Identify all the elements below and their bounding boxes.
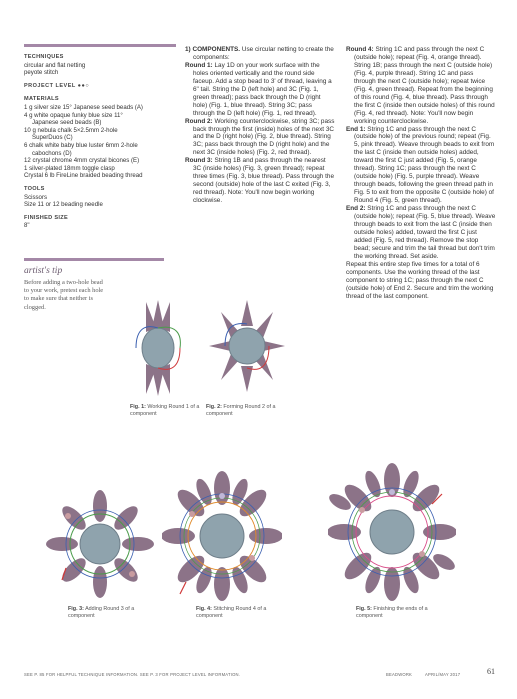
fig3-illustration	[44, 488, 156, 600]
material-item: 1 silver-plated 18mm toggle clasp	[24, 164, 115, 172]
tip-title: artist's tip	[24, 266, 63, 276]
paragraph-text: String 1C and pass through the next C (outside hole) of the previous round; repeat (Fig. 5, pink thread). Weave through beads to exit from the last C (inside then outside holes) added, toward the first C just added (Fig. 5, orange thread). String 1C; pass through the next C (outside hole) (Fig. 5, purple thread). Weave through beads, following the green thread path in Fig. 5 to exit from the opposite C (outside hole) of Round 4 (Fig. 5, green thread).	[354, 125, 495, 205]
paragraph-lead: End 1:	[346, 125, 366, 133]
caption-number: Fig. 5:	[356, 606, 372, 612]
beadwork-diagram	[162, 471, 282, 601]
material-item: Japanese seed beads (B)	[32, 119, 102, 127]
technique-item: peyote stitch	[24, 69, 59, 77]
tip-body: Before adding a two-hole bead to your work, pretest each hole to make sure that neither is clogged.	[24, 279, 104, 311]
artists-tip	[24, 258, 104, 312]
instructions-column-1	[185, 46, 335, 205]
paragraph-text: String 1C and pass through the next C (outside hole); repeat (Fig. 5, blue thread). Weave through beads to exit from the last C (inside then outside holes) added, toward the first C just added (Fig. 5, red thread). Remove the stop bead; secure and trim the tail thread but don't trim the working thread. Set aside.	[354, 205, 496, 260]
fig2-illustration	[205, 296, 289, 396]
caption-text: Adding Round 3 of a component	[68, 606, 135, 619]
material-item: 10 g nebula chalk 5×2.5mm 2-hole	[24, 126, 118, 134]
beadwork-diagram	[46, 490, 154, 598]
paragraph-lead: Round 4:	[346, 46, 374, 53]
paragraph-lead: 1) COMPONENTS.	[185, 46, 241, 53]
instruction-paragraph	[346, 46, 496, 126]
fig1-caption	[130, 404, 200, 417]
material-item: 1 g silver size 15° Japanese seed beads (A)	[24, 103, 143, 111]
instruction-paragraph	[185, 46, 335, 62]
paragraph-text: Repeat this entire step five times for a total of 6 components. Use the working thread of the last component to string 1C; pass through the next C (outside hole) of End 2. Secure and trim the working thread of the last component.	[346, 260, 494, 300]
instruction-paragraph	[185, 62, 335, 118]
footer-note: SEE P. 85 FOR HELPFUL TECHNIQUE INFORMATION. SEE P. 3 FOR PROJECT LEVEL INFORMATION.	[24, 672, 241, 677]
material-item: SuperDuos (C)	[32, 134, 73, 142]
project-level-heading: PROJECT LEVEL	[24, 82, 76, 89]
instruction-paragraph	[185, 157, 335, 205]
instruction-paragraph	[346, 126, 496, 206]
caption-text: Finishing the ends of a component	[356, 606, 428, 619]
caption-number: Fig. 4:	[196, 606, 212, 612]
material-item: Crystal 6 lb FireLine braided beading thread	[24, 172, 143, 180]
sidebar-rule	[24, 44, 176, 47]
paragraph-lead: End 2:	[346, 205, 366, 213]
instruction-paragraph	[185, 118, 335, 158]
fig3-caption	[68, 606, 148, 619]
tool-item: Size 11 or 12 beading needle	[24, 201, 103, 209]
beadwork-diagram	[328, 463, 456, 601]
fig1-illustration	[116, 294, 200, 402]
fig4-caption	[196, 606, 276, 619]
instructions-column-2	[346, 46, 496, 301]
project-level-dots: ●●○	[77, 82, 90, 89]
caption-number: Fig. 2:	[206, 404, 222, 410]
paragraph-text: Use circular netting to create the components:	[193, 46, 334, 61]
instruction-paragraph	[346, 205, 496, 261]
caption-text: Stitching Round 4 of a component	[196, 606, 267, 619]
instruction-paragraph	[346, 261, 496, 301]
tool-item: Scissors	[24, 193, 48, 201]
paragraph-text: String 1B and pass through the nearest 3C (inside holes) (Fig. 3, green thread); repeat three times (Fig. 3, blue thread). Pass through the second (outside) hole of the last C exited (Fig. 3, red thread). Note: You'll now begin working clockwise.	[193, 157, 335, 205]
fig5-illustration	[328, 462, 456, 602]
technique-item: circular and flat netting	[24, 61, 86, 69]
paragraph-text: Lay 1D on your work surface with the holes oriented vertically and the round side faceup. Add a stop bead to 3' of thread, leaving a 6" tail. String the D (left hole) and 3C (Fig. 1, green thread); pass back through the D (right hole) (Fig. 1, blue thread). String 3C; pass through the D (left hole) (Fig. 1, red thread).	[193, 61, 332, 117]
material-item: 6 chalk white baby blue luster 6mm 2-hole	[24, 141, 138, 149]
materials-heading: MATERIALS	[24, 96, 59, 103]
paragraph-text: Working counterclockwise, string 3C; pass back through the first (inside) holes of the next 3C and the D (right hole) (Fig. 2, blue thread). String 3C; pass back through the D (right hole) and the next 3C (inside holes) (Fig. 2, red thread).	[193, 117, 335, 157]
beadwork-diagram	[209, 300, 285, 392]
beadwork-diagram	[136, 300, 180, 396]
paragraph-text: String 1C and pass through the next C (outside hole); repeat (Fig. 4, orange thread). String 1B; pass through the next C (outside hole) (Fig. 4, purple thread). String 1C and pass through the next C (outside hole); repeat twice (Fig. 4, green thread). Repeat from the beginning of this round (Fig. 4, blue thread). Pass through the first C (inside then outside holes) of this round (Fig. 4, red thread). Note: You'll now begin working counterclockwise.	[354, 46, 495, 125]
material-item: 4 g white opaque funky blue size 11°	[24, 111, 123, 119]
fig2-caption	[206, 404, 286, 417]
footer-date: APRIL/MAY 2017	[425, 672, 461, 677]
paragraph-lead: Round 2:	[185, 117, 213, 125]
fig5-caption	[356, 606, 446, 619]
techniques-heading: TECHNIQUES	[24, 54, 64, 60]
paragraph-lead: Round 1:	[185, 61, 213, 69]
tip-rule	[24, 258, 164, 261]
project-level	[24, 83, 176, 91]
materials-sidebar	[24, 44, 176, 230]
material-item: cabochons (D)	[32, 149, 72, 157]
finished-size-heading: FINISHED SIZE	[24, 214, 68, 221]
material-item: 12 crystal chrome 4mm crystal bicones (E)	[24, 157, 140, 165]
caption-number: Fig. 3:	[68, 606, 84, 612]
tools-heading: TOOLS	[24, 185, 45, 192]
paragraph-lead: Round 3:	[185, 157, 213, 165]
finished-size-value: 8"	[24, 222, 30, 230]
caption-number: Fig. 1:	[130, 404, 146, 410]
caption-text: Working Round 1 of a component	[130, 404, 200, 417]
footer-magazine: BEADWORK	[386, 672, 413, 677]
caption-text: Forming Round 2 of a component	[206, 404, 276, 417]
fig4-illustration	[162, 470, 282, 602]
page-number: 61	[487, 667, 495, 676]
